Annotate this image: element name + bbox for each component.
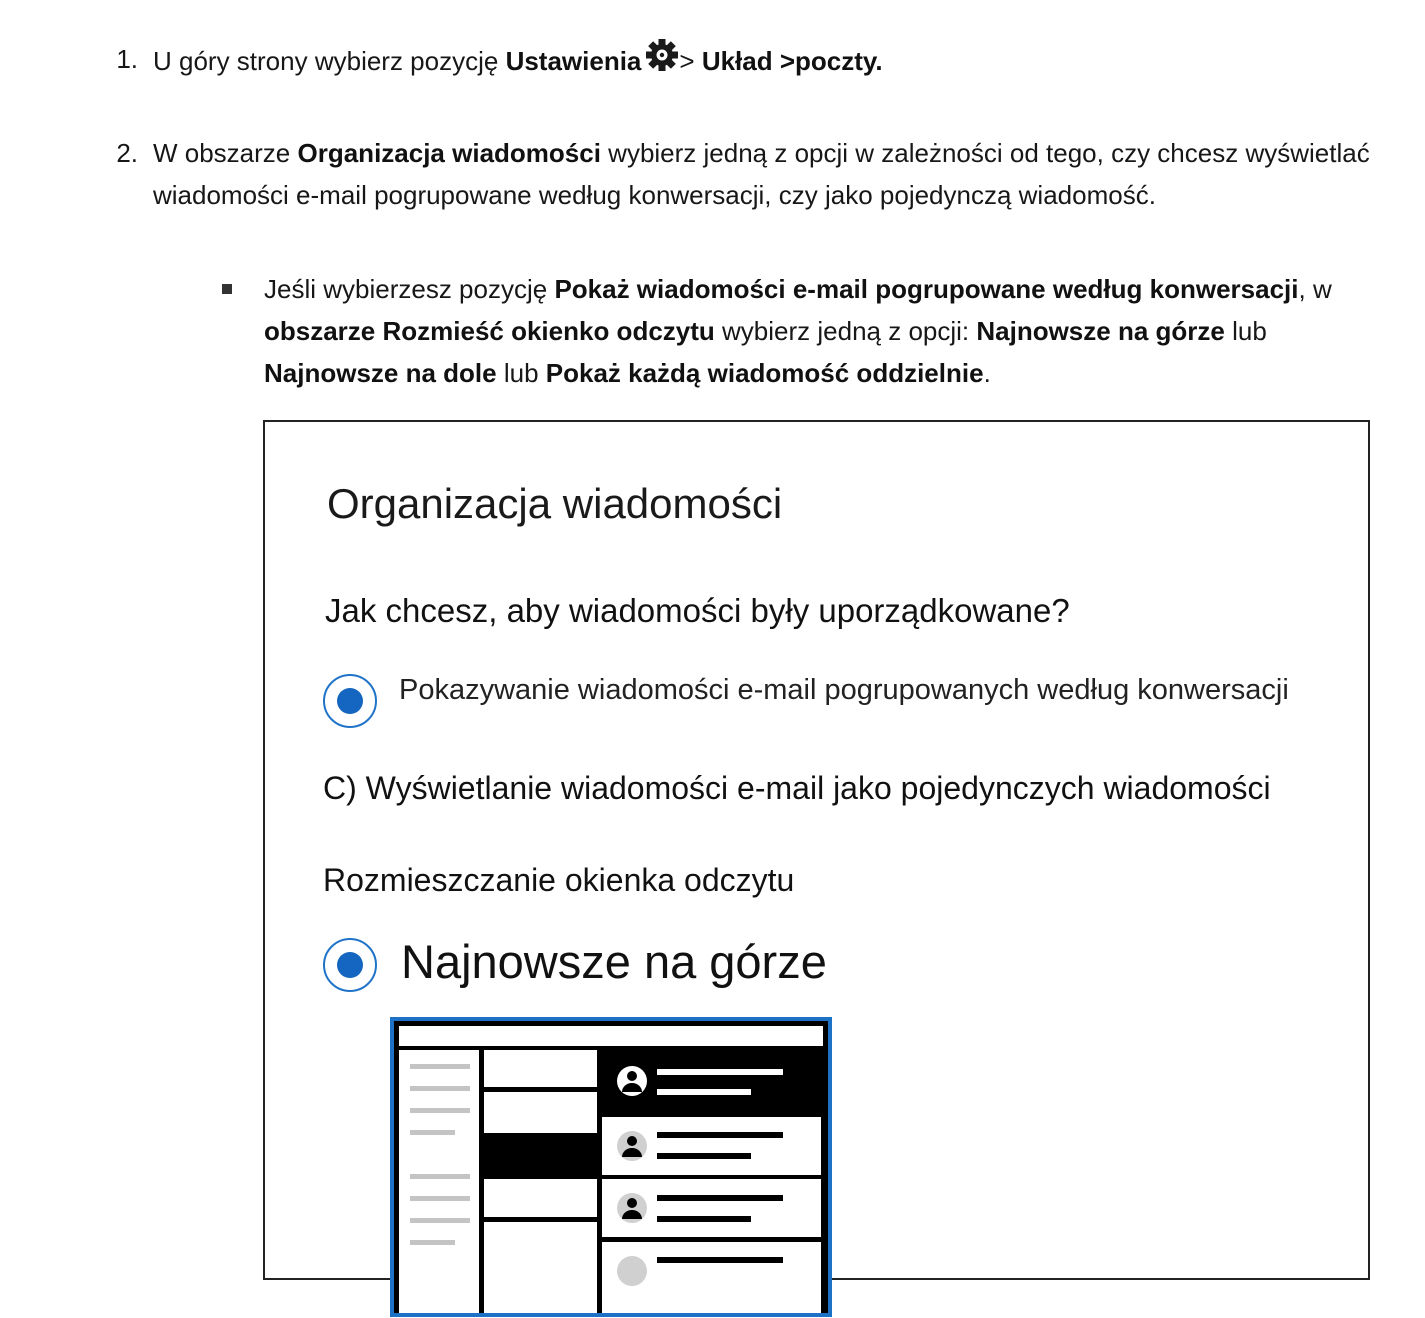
text-part: lub <box>1224 316 1267 346</box>
bold-part: Najnowsze na górze <box>976 316 1225 346</box>
text-part: lub <box>496 358 546 388</box>
message-organization-label: Organizacja wiadomości <box>297 138 601 168</box>
step-text-part: W obszarze <box>153 138 298 168</box>
text-part: , w <box>1298 274 1332 304</box>
layout-label: Układ >poczty. <box>701 46 883 76</box>
layout-preview-svg <box>394 1021 828 1313</box>
radio-newest-on-top[interactable] <box>323 938 377 992</box>
bold-part: Pokaż każdą wiadomość oddzielnie <box>545 358 984 388</box>
bold-part: Pokaż wiadomości e-mail pogrupowane według konwersacji <box>554 274 1299 304</box>
option-single-messages[interactable]: C) Wyświetlanie wiadomości e-mail jako pojedynczych wiadomości <box>323 770 1271 806</box>
layout-preview-illustration[interactable] <box>390 1017 832 1317</box>
text-part: wybierz jedną z opcji: <box>714 316 977 346</box>
gear-icon <box>645 38 679 72</box>
reading-pane-section-title: Rozmieszczanie okienka odczytu <box>323 862 795 898</box>
step-number: 2. <box>116 138 138 168</box>
preview-header-bar <box>399 1026 823 1046</box>
step-text <box>153 132 1393 216</box>
avatar-icon <box>617 1256 647 1286</box>
step-text-part: U góry strony wybierz pozycję <box>153 46 506 76</box>
text-part: . <box>983 358 991 388</box>
panel-question: Jak chcesz, aby wiadomości były uporządkowane? <box>325 592 1070 629</box>
bold-part: obszarze Rozmieść okienko odczytu <box>264 316 715 346</box>
settings-label: Ustawienia <box>505 46 642 76</box>
step-number: 1. <box>116 44 138 74</box>
radio-grouped-label[interactable]: Pokazywanie wiadomości e-mail pogrupowanych według konwersacji <box>399 674 1289 706</box>
bullet-text <box>264 268 1374 394</box>
radio-grouped-by-conversation[interactable] <box>323 674 377 728</box>
step-text-part: wybierz jedną z opcji w zależności od tego, czy chcesz wyświetlać wiadomości e-mail pogrupowane według konwersacji, czy jako pojedynczą wiadomość. <box>153 138 1370 210</box>
step-text-part: > <box>679 46 702 76</box>
radio-newest-on-top-label[interactable]: Najnowsze na górze <box>401 935 827 988</box>
bold-part: Najnowsze na dole <box>264 358 497 388</box>
step-text <box>153 38 883 82</box>
settings-screenshot-panel <box>263 420 1370 1280</box>
preview-reading-pane <box>600 1050 823 1313</box>
bullet-marker <box>222 284 232 294</box>
panel-title: Organizacja wiadomości <box>327 480 783 527</box>
text-part: Jeśli wybierzesz pozycję <box>264 274 555 304</box>
